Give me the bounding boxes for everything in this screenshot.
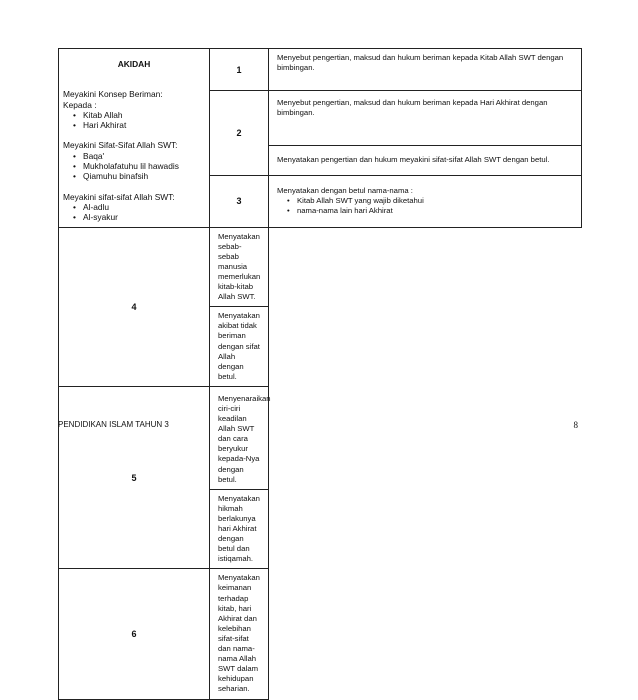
list-item: • Baqa': [73, 151, 205, 161]
footer-title: PENDIDIKAN ISLAM TAHUN 3: [58, 420, 169, 429]
section1-sub: Kepada :: [63, 99, 97, 110]
row-description-intro: Menyatakan dengan betul nama-nama :: [277, 185, 413, 195]
list-item: • Al-syakur: [73, 212, 205, 222]
section2-list: [63, 151, 205, 182]
row-description: Menyatakan akibat tidak beriman dengan sifat Allah dengan betul.: [210, 307, 269, 387]
section1-list: [63, 110, 205, 131]
row-description: Menyenaraikan ciri-ciri keadilan Allah SWT dan cara beryukur kepada-Nya dengan betul.: [210, 386, 269, 489]
section1-title: Meyakini Konsep Beriman:: [63, 89, 163, 100]
list-item: • Kitab Allah SWT yang wajib diketahui: [287, 196, 573, 206]
row-description: Menyatakan pengertian dan hukum meyakini sifat-sifat Allah SWT dengan betul.: [269, 145, 582, 175]
topic-heading: AKIDAH: [117, 59, 151, 69]
row-number: 4: [59, 227, 210, 386]
row-description: [269, 175, 582, 227]
list-item: • Al-adlu: [73, 202, 205, 212]
row-description: Menyatakan sebab-sebab manusia memerlukan kitab-kitab Allah SWT.: [210, 227, 269, 307]
row-description-list: [277, 196, 573, 216]
row-number: 1: [210, 49, 269, 91]
section3-list: [63, 202, 205, 223]
topic-cell: [59, 49, 210, 228]
page-number: 8: [573, 420, 578, 430]
list-item: • Kitab Allah: [73, 110, 205, 120]
row-description: Menyebut pengertian, maksud dan hukum beriman kepada Hari Akhirat dengan bimbingan.: [269, 91, 582, 146]
row-description: Menyatakan hikmah berlakunya hari Akhirat dengan betul dan istiqamah.: [210, 489, 269, 569]
standards-table: [58, 48, 582, 700]
row-number: 2: [210, 91, 269, 176]
section2-title: Meyakini Sifat-Sifat Allah SWT:: [63, 140, 178, 151]
row-number: 3: [210, 175, 269, 227]
list-item: • Mukholafatuhu lil hawadis: [73, 161, 205, 171]
row-number: 5: [59, 386, 210, 569]
row-number: 6: [59, 569, 210, 699]
section3-title: Meyakini sifat-sifat Allah SWT:: [63, 191, 175, 202]
list-item: • Qiamuhu binafsih: [73, 171, 205, 181]
list-item: • Hari Akhirat: [73, 120, 205, 130]
row-description: Menyatakan keimanan terhadap kitab, hari Akhirat dan kelebihan sifat-sifat dan nama-nama Allah SWT dalam kehidupan seharian.: [210, 569, 269, 699]
row-description: Menyebut pengertian, maksud dan hukum beriman kepada Kitab Allah SWT dengan bimbingan.: [269, 49, 582, 91]
list-item: • nama-nama lain hari Akhirat: [287, 206, 573, 216]
